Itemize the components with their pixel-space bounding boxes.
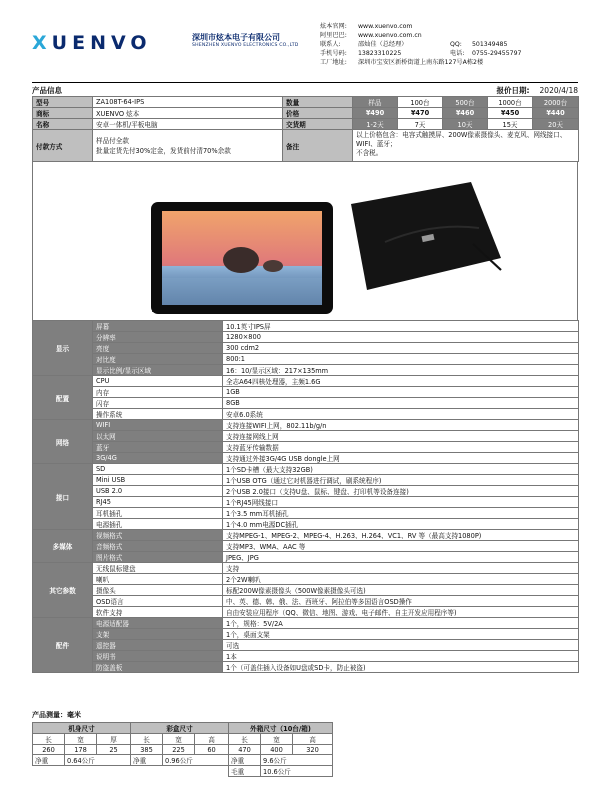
- dim-value: 470: [229, 745, 261, 755]
- dim-value: 25: [97, 745, 131, 755]
- spec-row: [33, 354, 579, 365]
- dim-value: 60: [195, 745, 229, 755]
- dim-label: 长: [33, 734, 65, 745]
- spec-row: [33, 629, 579, 640]
- spec-key: 防盗盖板: [93, 662, 223, 673]
- spec-row: [33, 365, 579, 376]
- brand-value: XUENVO 炫本: [93, 108, 283, 119]
- spec-value: 1个RJ45网线接口: [223, 497, 579, 508]
- contact-block: [320, 22, 578, 67]
- contact-label: 工厂地址:: [320, 59, 347, 66]
- net-weight-label: 净重: [229, 755, 261, 766]
- spec-row: [33, 585, 579, 596]
- spec-row: [33, 321, 579, 332]
- spec-row: [33, 508, 579, 519]
- spec-value: 800:1: [223, 354, 579, 365]
- spec-value: 支持连接WIFI上网，802.11b/g/n: [223, 420, 579, 431]
- spec-value: 1个4.0 mm电源DC插孔: [223, 519, 579, 530]
- spec-row: [33, 453, 579, 464]
- spec-value: 支持连接网线上网: [223, 431, 579, 442]
- gross-weight-label: 毛重: [229, 766, 261, 777]
- price-cell: ¥460: [443, 108, 488, 119]
- dim-value: 178: [65, 745, 97, 755]
- payment-terms: [93, 130, 283, 162]
- product-image: [33, 162, 579, 320]
- spec-row: [33, 618, 579, 629]
- spec-value: JPEG、JPG: [223, 552, 579, 563]
- name-label: 名称: [33, 119, 93, 130]
- spec-key: Mini USB: [93, 475, 223, 486]
- dim-label: 高: [195, 734, 229, 745]
- spec-value: 1个USB OTG（通过它对机器进行调试，刷系统程序): [223, 475, 579, 486]
- packing-table: [32, 722, 333, 777]
- name-value: 安卓一体机/平板电脑: [93, 119, 283, 130]
- note-line: 以上价格包含：电容式触摸屏、200W像素摄像头、麦克风、网线接口、WIFI、蓝牙；: [356, 131, 567, 148]
- spec-key: WIFI: [93, 420, 223, 431]
- spec-key: 说明书: [93, 651, 223, 662]
- delivery-cell: 20天: [533, 119, 579, 130]
- dim-label: 长: [131, 734, 163, 745]
- qty-cell: 1000台: [488, 97, 533, 108]
- brand-logo: XUENVO: [32, 32, 152, 54]
- contact-label: 电话:: [450, 50, 465, 57]
- contact-value: 邵灿佳（总经理）: [358, 41, 408, 48]
- dim-label: 高: [293, 734, 333, 745]
- dim-label: 宽: [65, 734, 97, 745]
- spec-row: [33, 651, 579, 662]
- spec-key: 内存: [93, 387, 223, 398]
- spec-value: 10.1英寸IPS屏: [223, 321, 579, 332]
- spec-value: 1个3.5 mm耳机插孔: [223, 508, 579, 519]
- qty-cell: 样品: [353, 97, 398, 108]
- spec-key: 视频格式: [93, 530, 223, 541]
- spec-key: OSD语言: [93, 596, 223, 607]
- spec-row: [33, 530, 579, 541]
- spec-row: [33, 563, 579, 574]
- payment-label: 付款方式: [33, 130, 93, 162]
- spec-row: [33, 486, 579, 497]
- dim-value: 385: [131, 745, 163, 755]
- spec-key: 蓝牙: [93, 442, 223, 453]
- price-cell: ¥470: [398, 108, 443, 119]
- product-info-table: [32, 96, 579, 162]
- spec-value: 支持MPEG-1、MPEG-2、MPEG-4、H.263、H.264、VC1、RV 等（最高支持1080P): [223, 530, 579, 541]
- spec-value: 2个USB 2.0接口（支持U盘、鼠标、键盘、打印机等设备连接): [223, 486, 579, 497]
- spec-value: 1个，桌面支架: [223, 629, 579, 640]
- spec-value: 标配200W像素摄像头（500W像素摄像头可选): [223, 585, 579, 596]
- contact-label: 联系人:: [320, 41, 341, 48]
- giftbox-size-header: 彩盒尺寸: [131, 723, 229, 734]
- spec-category: 多媒体: [33, 530, 93, 563]
- delivery-cell: 15天: [488, 119, 533, 130]
- dim-value: 225: [163, 745, 195, 755]
- net-weight-label: 净重: [33, 755, 65, 766]
- company-name: [192, 32, 298, 48]
- dim-label: 宽: [163, 734, 195, 745]
- spec-category: 接口: [33, 464, 93, 530]
- model-value: ZA108T-64-IPS: [93, 97, 283, 108]
- section-title: 产品信息: [32, 86, 62, 95]
- packing-title: 产品测量：毫米: [32, 711, 81, 719]
- packing-info: [32, 710, 332, 777]
- spec-row: [33, 420, 579, 431]
- price-cell: ¥490: [353, 108, 398, 119]
- spec-key: 支架: [93, 629, 223, 640]
- spec-key: 屏幕: [93, 321, 223, 332]
- price-cell: ¥450: [488, 108, 533, 119]
- dim-label: 宽: [261, 734, 293, 745]
- spec-key: 闪存: [93, 398, 223, 409]
- spec-value: 自由安装应用程序（QQ、微信、地图、游戏、电子邮件、自主开发应用程序等): [223, 607, 579, 618]
- spec-row: [33, 541, 579, 552]
- specification-table: [32, 320, 579, 673]
- spec-value: 1个（可盖住插入设备如U盘或SD卡，防止被盗): [223, 662, 579, 673]
- spec-row: [33, 409, 579, 420]
- net-weight-label: 净重: [131, 755, 163, 766]
- note-text: [353, 130, 579, 162]
- carton-net-weight: 9.6公斤: [261, 755, 333, 766]
- delivery-label: 交货期: [283, 119, 353, 130]
- spec-row: [33, 552, 579, 563]
- spec-category: 网络: [33, 420, 93, 464]
- spec-key: 对比度: [93, 354, 223, 365]
- contact-value: 13823310225: [358, 50, 402, 57]
- spec-category: 配置: [33, 376, 93, 420]
- spec-row: [33, 607, 579, 618]
- dim-label: 厚: [97, 734, 131, 745]
- spec-value: 16：10/显示区域：217×135mm: [223, 365, 579, 376]
- spec-value: 安卓6.0系统: [223, 409, 579, 420]
- spec-row: [33, 596, 579, 607]
- contact-label: QQ:: [450, 41, 462, 48]
- spec-row: [33, 376, 579, 387]
- contact-value: www.xuenvo.com.cn: [358, 32, 422, 39]
- contact-value: 501349485: [472, 41, 508, 48]
- spec-value: 1个，规格：5V/2A: [223, 618, 579, 629]
- carton-size-header: 外箱尺寸（10台/箱): [229, 723, 333, 734]
- spec-value: 支持通过外接3G/4G USB dongle上网: [223, 453, 579, 464]
- contact-label: 手机号码:: [320, 50, 347, 57]
- contact-label: 阿里巴巴:: [320, 32, 347, 39]
- delivery-cell: 7天: [398, 119, 443, 130]
- spec-key: 软件支持: [93, 607, 223, 618]
- spec-value: 中、英、德、韩、俄、法、西班牙、阿拉伯等多国语言OSD操作: [223, 596, 579, 607]
- qty-label: 数量: [283, 97, 353, 108]
- contact-label: 炫本官网:: [320, 23, 347, 30]
- contact-value: www.xuenvo.com: [358, 23, 413, 30]
- spec-row: [33, 398, 579, 409]
- spec-row: [33, 387, 579, 398]
- spec-key: 图片格式: [93, 552, 223, 563]
- payment-line: 批量定货先付30%定金，发货前付清70%余款: [96, 146, 231, 155]
- body-net-weight: 0.64公斤: [65, 755, 131, 766]
- spec-key: CPU: [93, 376, 223, 387]
- product-info-title-bar: [32, 84, 578, 96]
- spec-key: 耳机插孔: [93, 508, 223, 519]
- spec-key: RJ45: [93, 497, 223, 508]
- carton-gross-weight: 10.6公斤: [261, 766, 333, 777]
- tablet-front: [151, 202, 333, 314]
- spec-row: [33, 442, 579, 453]
- spec-value: 1280×800: [223, 332, 579, 343]
- body-size-header: 机身尺寸: [33, 723, 131, 734]
- spec-category: 配件: [33, 618, 93, 673]
- spec-key: 显示比例/显示区域: [93, 365, 223, 376]
- spec-row: [33, 464, 579, 475]
- note-label: 备注: [283, 130, 353, 162]
- spec-row: [33, 640, 579, 651]
- spec-key: 喇叭: [93, 574, 223, 585]
- dim-value: 400: [261, 745, 293, 755]
- model-label: 型号: [33, 97, 93, 108]
- spec-row: [33, 431, 579, 442]
- brand-label: 商标: [33, 108, 93, 119]
- price-label: 价格: [283, 108, 353, 119]
- spec-row: [33, 574, 579, 585]
- qty-cell: 2000台: [533, 97, 579, 108]
- spec-key: 操作系统: [93, 409, 223, 420]
- spec-value: 1本: [223, 651, 579, 662]
- spec-key: 无线鼠标键盘: [93, 563, 223, 574]
- letterhead: [32, 22, 578, 80]
- quote-date: 2020/4/18: [539, 86, 578, 95]
- contact-value: 深圳市宝安区新桥街道上南东路127号A栋2楼: [358, 59, 484, 66]
- spec-value: 全志A64四核处理器，主频1.6G: [223, 376, 579, 387]
- company-name-cn: 深圳市炫本电子有限公司: [192, 33, 280, 42]
- spec-value: 支持MP3、WMA、AAC 等: [223, 541, 579, 552]
- qty-cell: 100台: [398, 97, 443, 108]
- spec-value: 1个SD卡槽（最大支持32GB): [223, 464, 579, 475]
- spec-key: 摄像头: [93, 585, 223, 596]
- note-line: 不含税。: [356, 149, 383, 157]
- product-photos: [32, 162, 578, 320]
- giftbox-net-weight: 0.96公斤: [163, 755, 229, 766]
- spec-row: [33, 475, 579, 486]
- price-cell: ¥440: [533, 108, 579, 119]
- spec-category: 显示: [33, 321, 93, 376]
- spec-row: [33, 343, 579, 354]
- spec-key: USB 2.0: [93, 486, 223, 497]
- spec-key: 电源适配器: [93, 618, 223, 629]
- spec-value: 支持: [223, 563, 579, 574]
- spec-key: 亮度: [93, 343, 223, 354]
- spec-value: 支持蓝牙传输数据: [223, 442, 579, 453]
- payment-line: 样品付全款: [96, 136, 129, 145]
- spec-key: 音频格式: [93, 541, 223, 552]
- header-divider: [32, 82, 578, 83]
- qty-cell: 500台: [443, 97, 488, 108]
- spec-row: [33, 497, 579, 508]
- dim-value: 320: [293, 745, 333, 755]
- contact-value: 0755-29455797: [472, 50, 522, 57]
- spec-value: 1GB: [223, 387, 579, 398]
- spec-value: 300 cdm2: [223, 343, 579, 354]
- delivery-cell: 10天: [443, 119, 488, 130]
- quote-date-label: 报价日期:: [496, 86, 530, 95]
- spec-value: 可选: [223, 640, 579, 651]
- tablet-back: [351, 182, 501, 290]
- spec-key: 3G/4G: [93, 453, 223, 464]
- spec-key: SD: [93, 464, 223, 475]
- spec-key: 电源插孔: [93, 519, 223, 530]
- spec-row: [33, 662, 579, 673]
- dim-value: 260: [33, 745, 65, 755]
- delivery-cell: 1-2天: [353, 119, 398, 130]
- spec-row: [33, 519, 579, 530]
- spec-row: [33, 332, 579, 343]
- company-name-en: SHENZHEN XUENVO ELECTRONICS CO.,LTD: [192, 43, 299, 48]
- dim-label: 长: [229, 734, 261, 745]
- spec-value: 2个2W喇叭: [223, 574, 579, 585]
- spec-value: 8GB: [223, 398, 579, 409]
- spec-key: 以太网: [93, 431, 223, 442]
- spec-key: 分辨率: [93, 332, 223, 343]
- spec-category: 其它参数: [33, 563, 93, 618]
- spec-key: 遥控器: [93, 640, 223, 651]
